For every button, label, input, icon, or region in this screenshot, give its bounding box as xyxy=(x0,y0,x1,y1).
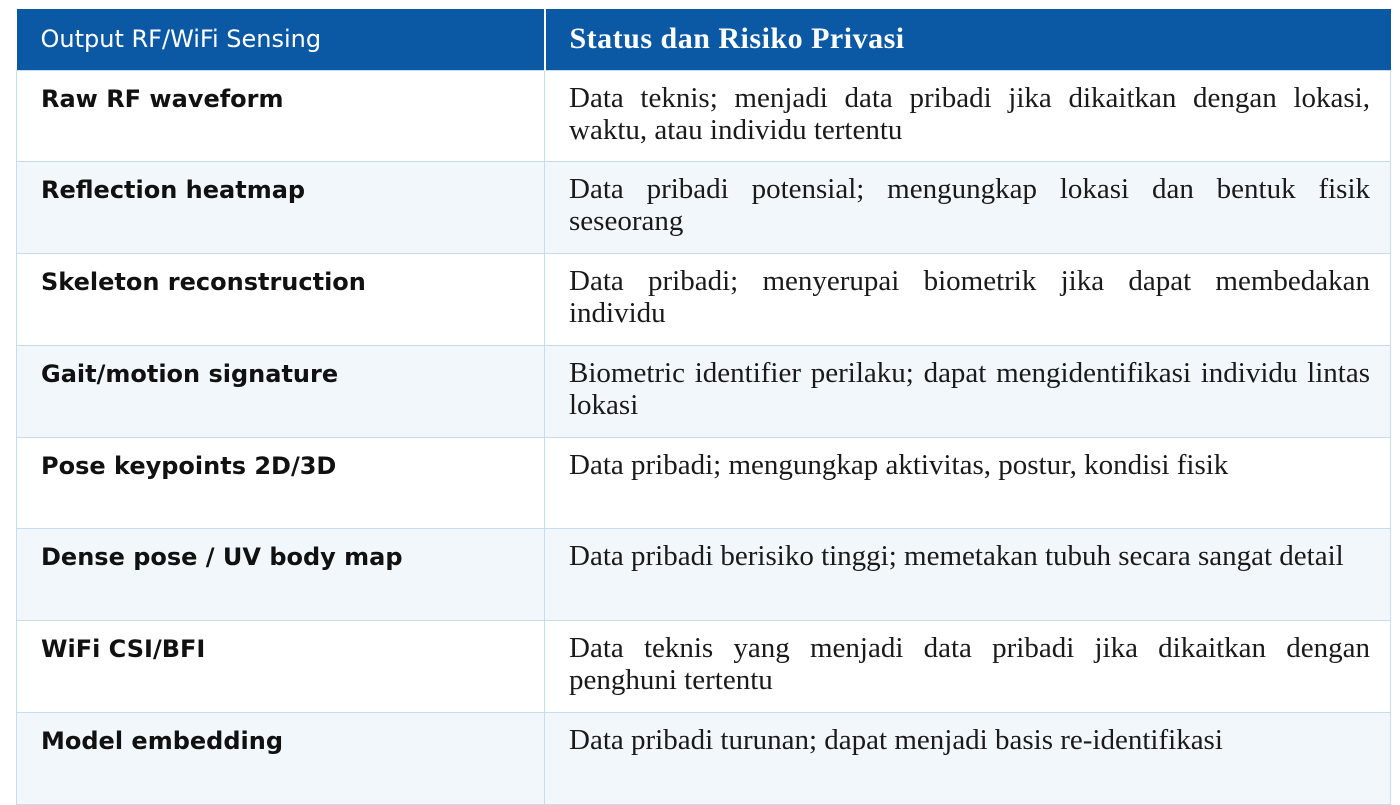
cell-status: Data teknis; menjadi data pribadi jika dikaitkan dengan lokasi, waktu, atau individu tertentu xyxy=(545,70,1391,162)
cell-output: Model embedding xyxy=(17,712,545,804)
header-output: Output RF/WiFi Sensing xyxy=(17,9,545,70)
cell-status: Data pribadi potensial; mengungkap lokasi dan bentuk fisik seseorang xyxy=(545,162,1391,254)
table-header xyxy=(17,9,1391,70)
privacy-risk-table xyxy=(16,9,1391,805)
table-body xyxy=(17,70,1391,804)
cell-output: Raw RF waveform xyxy=(17,70,545,162)
table-row xyxy=(17,621,1391,713)
header-status: Status dan Risiko Privasi xyxy=(545,9,1391,70)
cell-output: Reflection heatmap xyxy=(17,162,545,254)
cell-status: Data pribadi; mengungkap aktivitas, postur, kondisi fisik xyxy=(545,437,1391,529)
cell-output: WiFi CSI/BFI xyxy=(17,621,545,713)
cell-output: Gait/motion signature xyxy=(17,345,545,437)
cell-status: Data pribadi turunan; dapat menjadi basis re-identifikasi xyxy=(545,712,1391,804)
cell-status: Data pribadi berisiko tinggi; memetakan tubuh secara sangat detail xyxy=(545,529,1391,621)
cell-status: Biometric identifier perilaku; dapat mengidentifikasi individu lintas lokasi xyxy=(545,345,1391,437)
cell-status: Data pribadi; menyerupai biometrik jika dapat membedakan individu xyxy=(545,254,1391,346)
table-row xyxy=(17,162,1391,254)
table-row xyxy=(17,254,1391,346)
cell-output: Dense pose / UV body map xyxy=(17,529,545,621)
header-row xyxy=(17,9,1391,70)
cell-status: Data teknis yang menjadi data pribadi jika dikaitkan dengan penghuni tertentu xyxy=(545,621,1391,713)
table-row xyxy=(17,345,1391,437)
table-row xyxy=(17,437,1391,529)
cell-output: Pose keypoints 2D/3D xyxy=(17,437,545,529)
table-row xyxy=(17,70,1391,162)
privacy-table-container xyxy=(16,9,1390,756)
table-row xyxy=(17,529,1391,621)
cell-output: Skeleton reconstruction xyxy=(17,254,545,346)
table-row xyxy=(17,712,1391,804)
